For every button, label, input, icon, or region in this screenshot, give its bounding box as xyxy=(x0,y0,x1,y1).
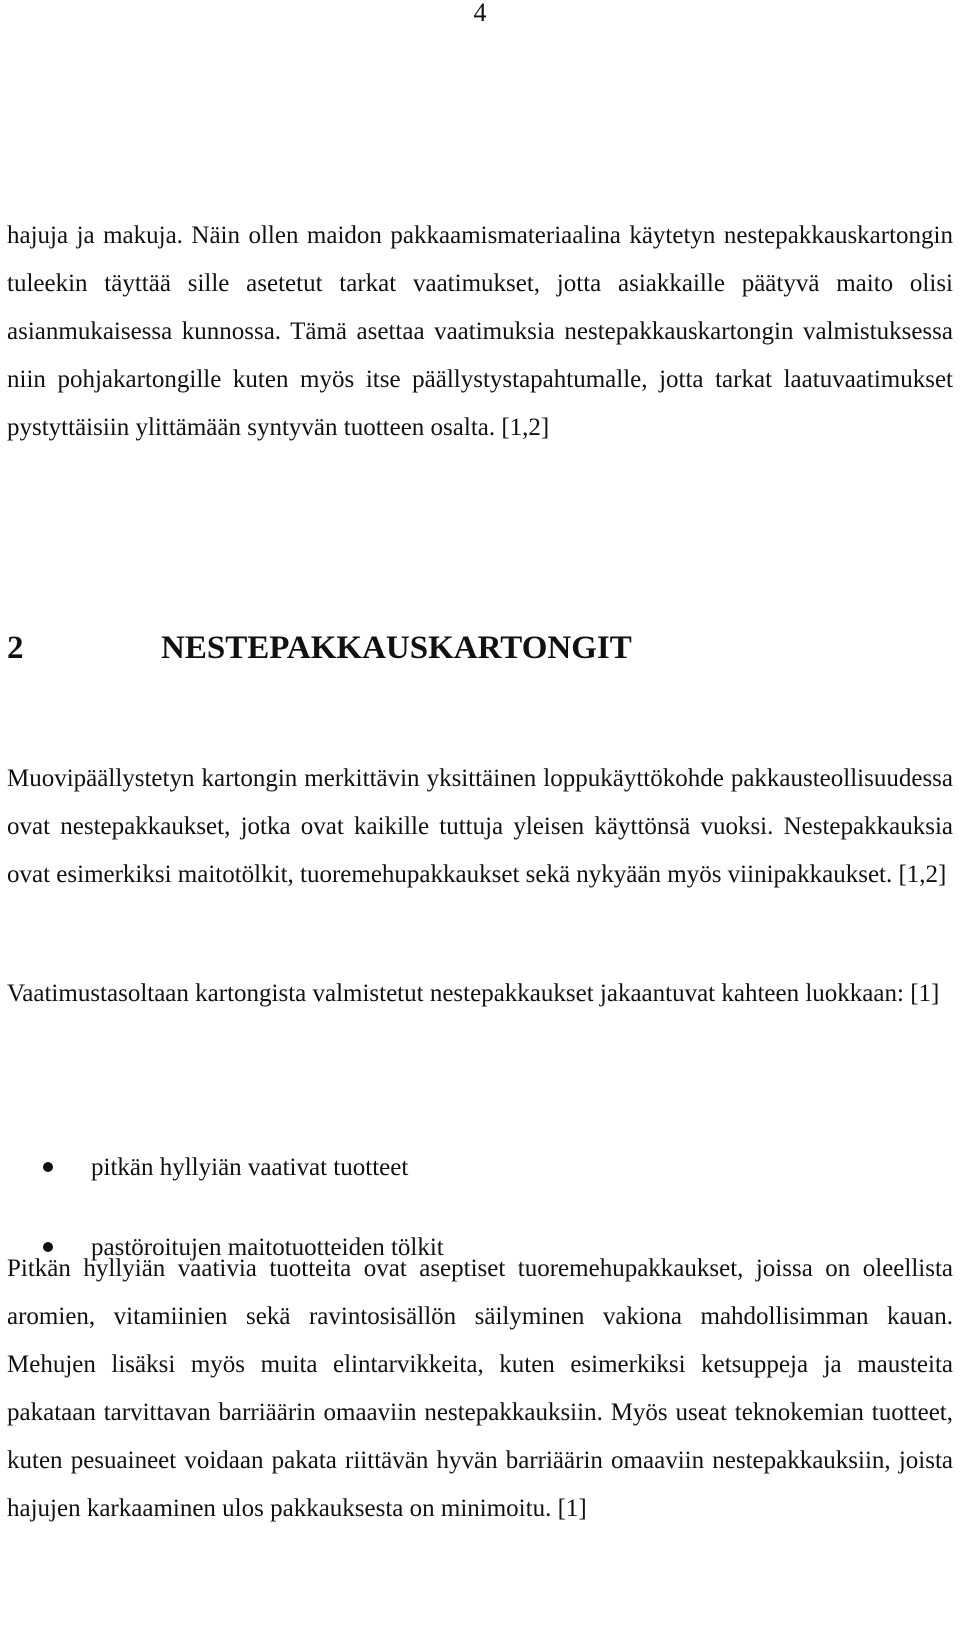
bullet-icon xyxy=(43,1162,53,1172)
paragraph-intro: hajuja ja makuja. Näin ollen maidon pakkaamismateriaalina käytetyn nestepakkauskartongin tuleekin täyttää sille asetetut tarkat vaatimukset, jotta asiakkaille päätyvä maito olisi asianmukaisessa kunnossa. Tämä asettaa vaatimuksia nestepakkauskartongin valmistuksessa niin pohjakartongille kuten myös itse päällystystapahtumalle, jotta tarkat laatuvaatimukset pystyttäisiin ylittämään syntyvän tuotteen osalta. [1,2] xyxy=(7,222,953,441)
paragraph-long-shelf-life: Pitkän hyllyiän vaativia tuotteita ovat aseptiset tuoremehupakkaukset, joissa on oleellista aromien, vitamiinien sekä ravintosisällön säilyminen vakiona mahdollisimman kauan. Mehujen lisäksi myös muita elintarvikkeita, kuten esimerkiksi ketsuppeja ja mausteita pakataan tarvittavan barriäärin omaaviin nestepakkauksiin. Myös useat teknokemian tuotteet, kuten pesuaineet voidaan pakata riittävän hyvän barriäärin omaaviin nestepakkauksiin, joista hajujen karkaaminen ulos pakkauksesta on minimoitu. [1] xyxy=(7,1255,953,1522)
page-number: 4 xyxy=(473,0,487,27)
list-item-text: pastöroitujen maitotuotteiden tölkit xyxy=(91,1234,444,1261)
paragraph-liquid-packaging: Muovipäällystetyn kartongin merkittävin yksittäinen loppukäyttökohde pakkausteollisuudessa ovat nestepakkaukset, jotka ovat kaikille tuttuja yleisen käyttönsä vuoksi. Nestepakkauksia ovat esimerkiksi maitotölkit, tuoremehupakkaukset sekä nykyään myös viinipakkaukset. [1,2] xyxy=(7,765,953,888)
section-number: 2 xyxy=(7,630,24,666)
list-item xyxy=(0,1148,946,1188)
paragraph-classification: Vaatimustasoltaan kartongista valmistetut nestepakkaukset jakaantuvat kahteen luokkaan: [1] xyxy=(7,980,940,1007)
list-item-text: pitkän hyllyiän vaativat tuotteet xyxy=(91,1154,409,1181)
section-title: NESTEPAKKAUSKARTONGIT xyxy=(161,630,632,666)
section-heading xyxy=(7,628,632,668)
